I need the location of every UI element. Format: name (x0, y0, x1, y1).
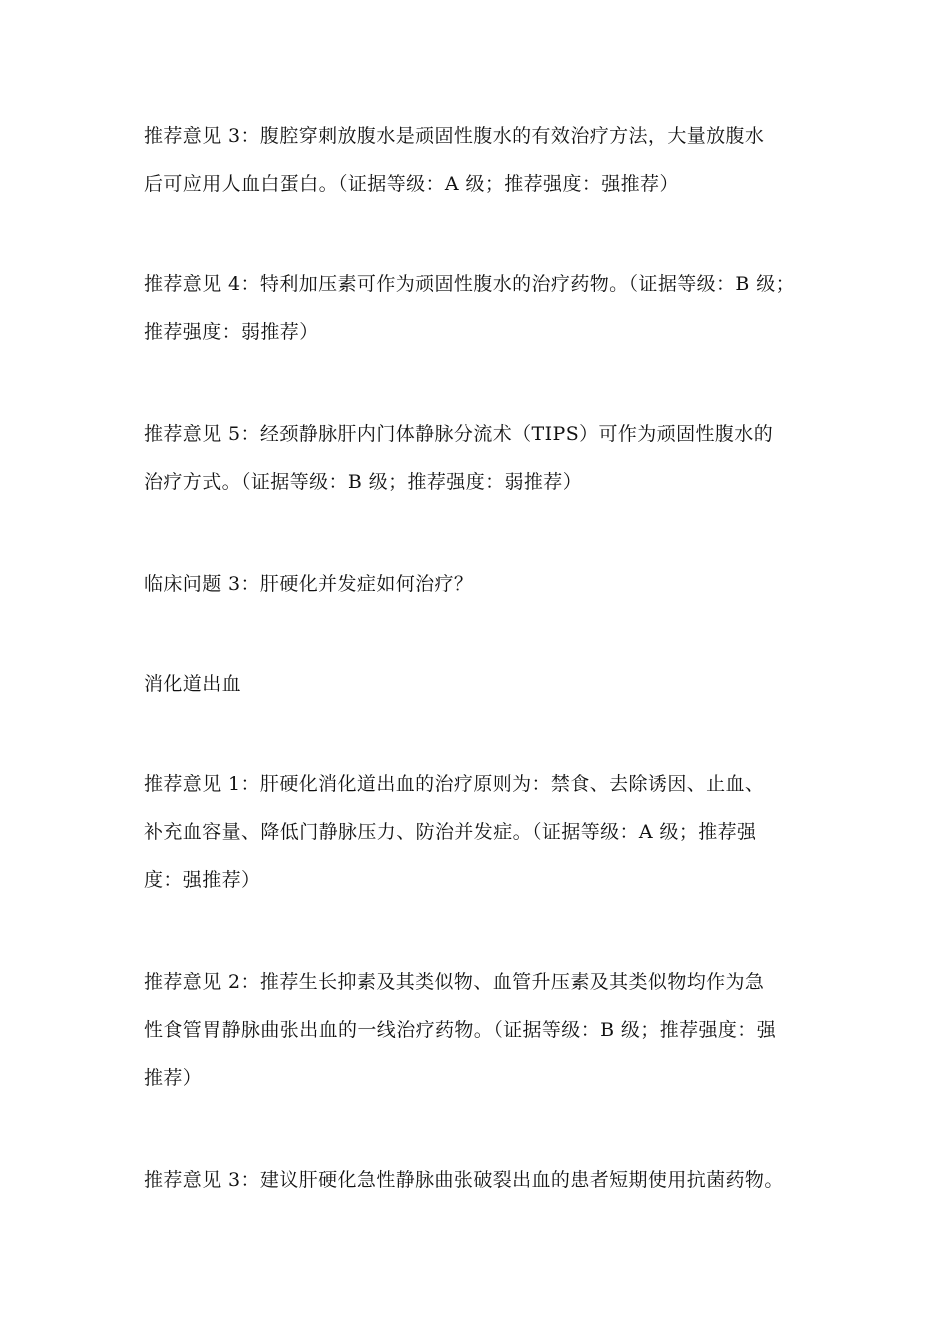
paragraph-recommendation-5-tips (144, 410, 812, 506)
text-line: 推荐意见 4：特利加压素可作为顽固性腹水的治疗药物。（证据等级：B 级； (144, 273, 796, 295)
text-line: 推荐意见 1：肝硬化消化道出血的治疗原则为：禁食、去除诱因、止血、 (144, 773, 765, 795)
clinical-question-heading (144, 560, 812, 608)
paragraph-recommendation-3-ascites (144, 112, 812, 208)
text-line: 治疗方式。（证据等级：B 级；推荐强度：弱推荐） (144, 471, 583, 493)
section-heading-gi-bleeding (144, 660, 812, 708)
text-line: 后可应用人血白蛋白。（证据等级：A 级；推荐强度：强推荐） (144, 173, 679, 195)
text-line: 性食管胃静脉曲张出血的一线治疗药物。（证据等级：B 级；推荐强度：强 (144, 1019, 777, 1041)
text-line: 补充血容量、降低门静脉压力、防治并发症。（证据等级：A 级；推荐强 (144, 821, 757, 843)
text-line: 临床问题 3：肝硬化并发症如何治疗？ (144, 573, 474, 595)
paragraph-recommendation-3-bleeding (144, 1156, 812, 1204)
text-line: 推荐意见 5：经颈静脉肝内门体静脉分流术（TIPS）可作为顽固性腹水的 (144, 423, 774, 445)
text-line: 推荐意见 3：腹腔穿刺放腹水是顽固性腹水的有效治疗方法，大量放腹水 (144, 125, 765, 147)
text-line: 推荐） (144, 1067, 203, 1089)
paragraph-recommendation-4-terlipressin (144, 260, 812, 356)
text-line: 推荐意见 3：建议肝硬化急性静脉曲张破裂出血的患者短期使用抗菌药物。 (144, 1169, 784, 1191)
text-line: 消化道出血 (144, 673, 242, 695)
paragraph-recommendation-2-bleeding (144, 958, 812, 1102)
paragraph-recommendation-1-bleeding (144, 760, 812, 904)
text-line: 推荐强度：弱推荐） (144, 321, 319, 343)
text-line: 度：强推荐） (144, 869, 261, 891)
text-line: 推荐意见 2：推荐生长抑素及其类似物、血管升压素及其类似物均作为急 (144, 971, 765, 993)
